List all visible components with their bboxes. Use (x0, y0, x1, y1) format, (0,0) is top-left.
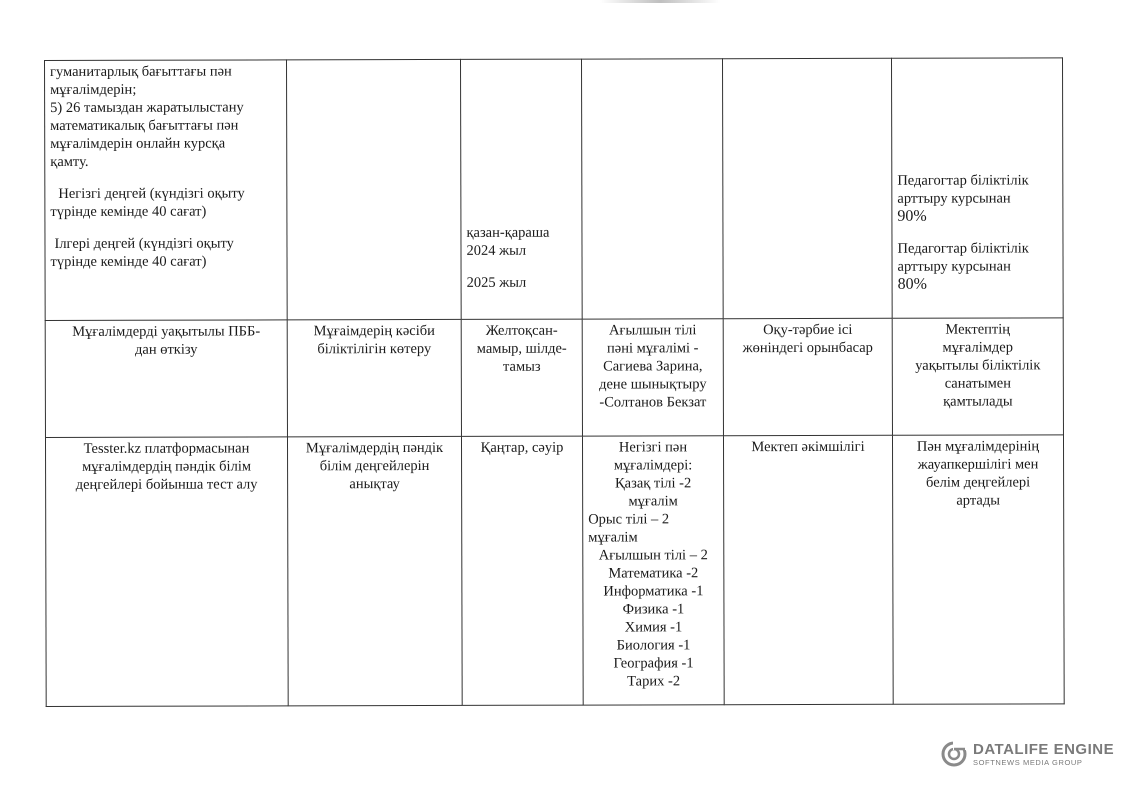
text-line: Мектеп әкімшілігі (751, 438, 865, 456)
text-line: уақытылы біліктілік (915, 357, 1041, 374)
text-line: артады (956, 492, 1000, 509)
watermark-title: DATALIFE ENGINE (973, 740, 1115, 758)
row3-goal-cell (287, 436, 462, 705)
text-line: 5) 26 тамыздан жаратылыстану (50, 99, 244, 116)
text-line: біліктілігін көтеру (317, 340, 432, 358)
watermark-logo (941, 741, 1114, 767)
period-line: қазан-қараша (466, 224, 550, 241)
row2-period-cell (461, 319, 582, 436)
text-line: мұғалімдерін онлайн курсқа (50, 135, 226, 152)
text-line: Қазақ тілі -2 (614, 475, 692, 492)
text-line: Математика -2 (608, 565, 699, 582)
text-line: математикалық бағыттағы пән (50, 117, 239, 134)
row1-supervisor-cell (722, 58, 892, 318)
text-line: Мұғалімдердің пәндік (305, 439, 444, 457)
text-line: -Солтанов Бекзат (599, 394, 707, 411)
text-line: мұғалімдерін; (50, 81, 137, 98)
row1-responsible-cell (581, 59, 723, 319)
text-line: қамтылады (943, 393, 1013, 410)
text-line: Мұғаімдерің кәсіби (313, 322, 435, 340)
text-line: Қаңтар, сәуір (480, 439, 564, 456)
row1-activity-cell (45, 60, 288, 321)
table-row (45, 435, 1064, 707)
advanced-level-line: түрінде кемінде 40 сағат) (50, 253, 207, 270)
table-row (45, 318, 1063, 438)
advanced-level-line: Ілгері деңгей (күндізгі оқыту (54, 235, 234, 252)
text-line: Оқу-тәрбие ісі (763, 321, 853, 339)
text-line: қамту. (50, 153, 89, 170)
text-line: Химия -1 (624, 619, 683, 636)
text-line: Ағылшын тілі (609, 322, 697, 339)
text-line: Сагиева Зарина, (603, 358, 703, 375)
text-line: Орыс тілі – 2 (588, 511, 670, 528)
row2-goal-cell (287, 319, 461, 436)
row2-activity-cell (45, 320, 287, 438)
text-line: Ағылшын тілі – 2 (598, 547, 708, 564)
text-line: Мектептің (945, 321, 1011, 338)
text-line: Желтоқсан- (485, 322, 558, 339)
text-line: дан өткізу (134, 341, 198, 358)
text-line: Пән мұғалімдерінің (916, 438, 1040, 455)
text-line: мамыр, шілде- (476, 340, 567, 357)
table-row (45, 58, 1064, 321)
text-line: мұғалімдердің пәндік білім (82, 458, 252, 475)
basic-level-line: түрінде кемінде 40 сағат) (50, 203, 207, 220)
period-line: 2025 жыл (466, 274, 527, 291)
text-line: жауапкершілігі мен (917, 456, 1039, 473)
text-line: дене шынықтыру (599, 376, 707, 393)
logo-icon (941, 741, 967, 767)
text-line: анықтау (349, 476, 400, 493)
row2-responsible-cell (582, 319, 723, 436)
text-line: белім деңгейлері (925, 474, 1031, 491)
text-line: білім деңгейлерін (319, 457, 430, 475)
row3-result-cell (892, 435, 1064, 704)
row1-goal-cell (287, 59, 462, 319)
text-line: санатымен (944, 375, 1012, 392)
text-line: мұғалімдер (942, 339, 1013, 356)
text-line: Мұғалімдерді уақытылы ПББ- (72, 323, 261, 340)
row1-result-cell (891, 58, 1063, 318)
row2-supervisor-cell (723, 318, 892, 435)
result-percent: 80% (897, 275, 927, 293)
text-line: Информатика -1 (603, 583, 704, 600)
basic-level-line: Негізгі деңгей (күндізгі оқыту (58, 185, 245, 202)
text-line: мұғалімдері: (613, 457, 693, 474)
result-line: арттыру курсынан (897, 190, 1011, 207)
row3-period-cell (461, 436, 583, 705)
result-line: Педагогтар біліктілік (897, 172, 1029, 189)
text-line: Негізгі пән (618, 439, 688, 456)
row3-activity-cell (45, 437, 288, 707)
row2-result-cell (892, 318, 1063, 435)
result-line: Педагогтар біліктілік (897, 240, 1029, 257)
text-line: Физика -1 (622, 601, 685, 618)
watermark-subtitle: SOFTNEWS MEDIA GROUP (973, 757, 1083, 767)
text-line: деңгейлері бойынша тест алу (75, 476, 258, 493)
text-line: тамыз (502, 358, 541, 375)
result-line: арттыру курсынан (897, 258, 1011, 275)
text-line: мұғалім (588, 529, 638, 546)
text-line: мұғалім (628, 493, 678, 510)
period-line: 2024 жыл (466, 242, 527, 259)
row1-period-cell (460, 59, 582, 319)
text-line: пәні мұғалімі - (607, 340, 699, 357)
text-line: Тарих -2 (627, 673, 681, 690)
text-line: География -1 (613, 655, 694, 672)
text-line: жөніндегі орынбасар (742, 339, 873, 357)
text-line: Биология -1 (616, 637, 691, 654)
result-percent: 90% (897, 207, 927, 225)
page-top-shadow (600, 0, 720, 3)
text-line: Tesster.kz платформасынан (83, 440, 250, 457)
plan-table (44, 57, 1065, 707)
row3-supervisor-cell (723, 435, 893, 704)
row3-responsible-cell (582, 436, 724, 705)
text-line: гуманитарлық бағыттағы пән (50, 63, 232, 80)
